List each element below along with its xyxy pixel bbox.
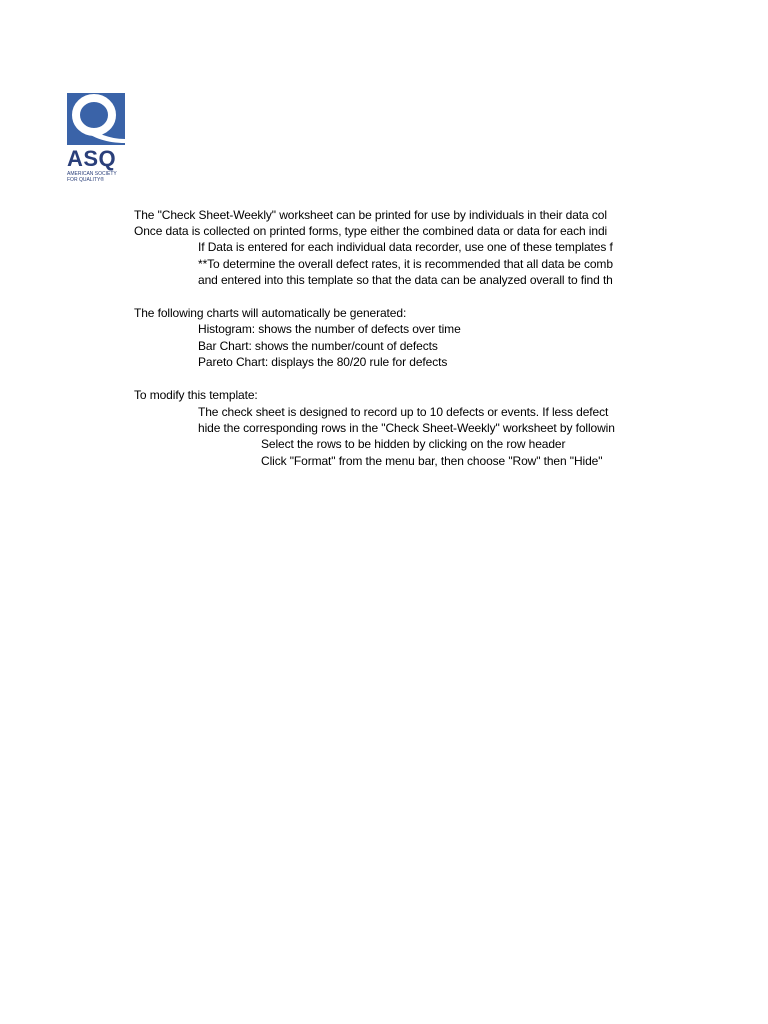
intro-line-4: **To determine the overall defect rates, it is recommended that all data be comb — [198, 257, 613, 271]
charts-heading: The following charts will automatically be generated: — [134, 306, 407, 320]
modify-heading: To modify this template: — [134, 388, 258, 402]
logo-subtitle-line1: AMERICAN SOCIETY — [67, 171, 117, 177]
intro-line-5: and entered into this template so that the data can be analyzed overall to find th — [198, 273, 613, 287]
chart-item-bar: Bar Chart: shows the number/count of defects — [198, 339, 438, 353]
logo-wordmark: ASQ — [67, 146, 117, 171]
intro-line-1: The "Check Sheet-Weekly" worksheet can be printed for use by individuals in their data col — [134, 208, 607, 222]
modify-step-2: Click "Format" from the menu bar, then choose "Row" then "Hide" — [261, 454, 603, 468]
chart-item-pareto: Pareto Chart: displays the 80/20 rule for defects — [198, 355, 448, 369]
logo-subtitle-line2: FOR QUALITY® — [67, 177, 105, 183]
modify-step-1: Select the rows to be hidden by clicking on the row header — [261, 437, 566, 451]
intro-line-3: If Data is entered for each individual data recorder, use one of these templates f — [198, 240, 613, 254]
modify-line-2: hide the corresponding rows in the "Check Sheet-Weekly" worksheet by followin — [198, 421, 615, 435]
intro-line-2: Once data is collected on printed forms, type either the combined data or data for each indi — [134, 224, 608, 238]
modify-line-1: The check sheet is designed to record up to 10 defects or events. If less defect — [198, 405, 609, 419]
chart-item-histogram: Histogram: shows the number of defects over time — [198, 322, 461, 336]
